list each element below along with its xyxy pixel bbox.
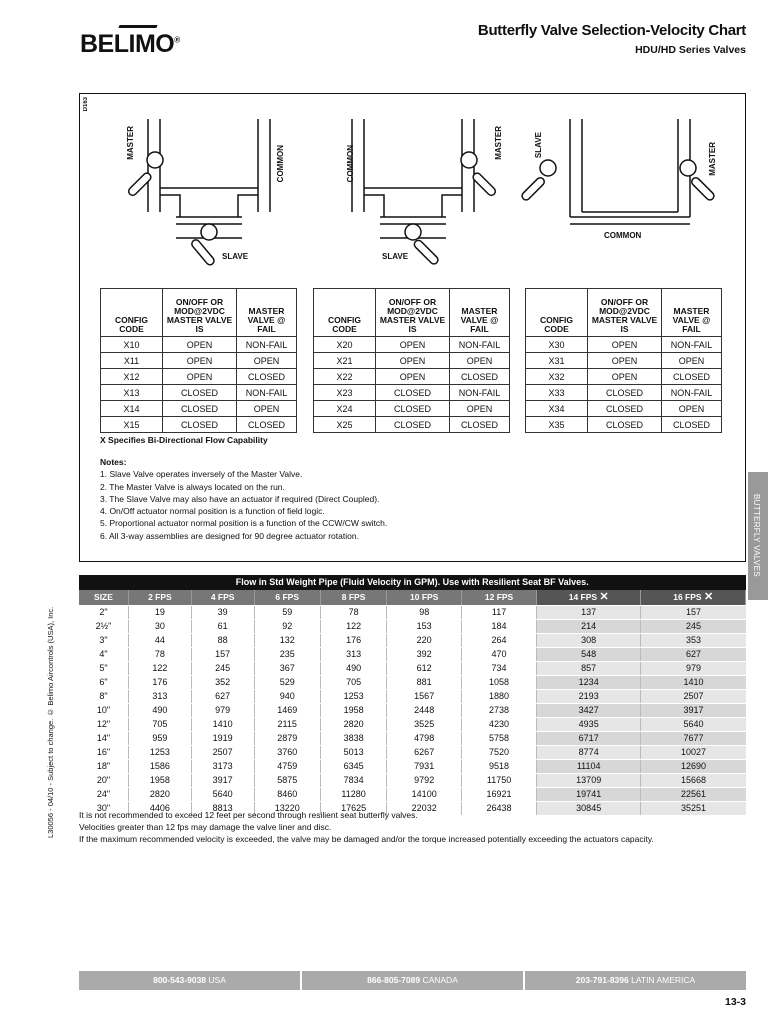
flow-cell: 6345	[320, 759, 386, 773]
flow-cell: 10027	[641, 745, 746, 759]
flow-cell: 5875	[254, 773, 320, 787]
flow-cell: 98	[387, 605, 462, 619]
label-slave-1: SLAVE	[222, 252, 249, 261]
table-row: X15 CLOSED CLOSED	[101, 417, 297, 433]
col-master-valve-fail: MASTER VALVE @ FAIL	[237, 289, 297, 337]
note-item: 5. Proportional actuator normal position is a function of the CCW/CW switch.	[100, 518, 388, 529]
table-row: X13 CLOSED NON-FAIL	[101, 385, 297, 401]
flow-cell: 1410	[191, 717, 254, 731]
flow-cell: 214	[536, 619, 640, 633]
flow-cell: 153	[387, 619, 462, 633]
flow-cell: 176	[128, 675, 191, 689]
footnote: If the maximum recommended velocity is exceeded, the valve may be damaged and/or the torque increased potentially exceeding the actuators capacity.	[79, 834, 654, 844]
flow-cell: 30845	[536, 801, 640, 815]
flow-cell: 245	[641, 619, 746, 633]
flow-cell: 132	[254, 633, 320, 647]
flow-cell: 11750	[462, 773, 537, 787]
flow-cell: 3525	[387, 717, 462, 731]
table-row: X23 CLOSED NON-FAIL	[314, 385, 510, 401]
flow-cell: 705	[320, 675, 386, 689]
pipe-size-cell: 3"	[79, 633, 128, 647]
flow-cell: 15668	[641, 773, 746, 787]
flow-cell: 1469	[254, 703, 320, 717]
warning-x-icon: ✕	[703, 590, 714, 603]
flow-cell: 6717	[536, 731, 640, 745]
pipe-size-cell: 14"	[79, 731, 128, 745]
table-row: X35 CLOSED CLOSED	[526, 417, 722, 433]
label-common-3: COMMON	[604, 231, 642, 240]
flow-cell: 3917	[641, 703, 746, 717]
table-row	[79, 689, 746, 703]
flow-cell: 88	[191, 633, 254, 647]
flow-cell: 881	[387, 675, 462, 689]
flow-cell: 176	[320, 633, 386, 647]
flow-cell: 7834	[320, 773, 386, 787]
flow-cell: 30	[128, 619, 191, 633]
footnote: It is not recommended to exceed 12 feet per second through resilient seat butterfly valves.	[79, 810, 418, 820]
pipe-size-cell: 2"	[79, 605, 128, 619]
config-table-1	[100, 288, 297, 433]
flow-cell: 353	[641, 633, 746, 647]
label-slave-2: SLAVE	[382, 252, 409, 261]
note-item: 3. The Slave Valve may also have an actuator if required (Direct Coupled).	[100, 493, 380, 504]
flow-cell: 1253	[320, 689, 386, 703]
flow-cell: 4759	[254, 759, 320, 773]
table-row	[79, 759, 746, 773]
pipe-size-cell: 20"	[79, 773, 128, 787]
col-config-code: CONFIG CODE	[101, 289, 163, 337]
flow-cell: 26438	[462, 801, 537, 815]
belimo-logo: BELIMO®	[80, 30, 180, 58]
flow-cell: 19741	[536, 787, 640, 801]
flow-table-title: Flow in Std Weight Pipe (Fluid Velocity in GPM). Use with Resilient Seat BF Valves.	[79, 575, 746, 590]
flow-cell: 22561	[641, 787, 746, 801]
table-row	[79, 675, 746, 689]
flow-cell: 122	[128, 661, 191, 675]
flow-cell: 59	[254, 605, 320, 619]
flow-cell: 78	[320, 605, 386, 619]
col-master-valve-is: ON/OFF OR MOD@2VDC MASTER VALVE IS	[376, 289, 450, 337]
flow-cell: 3173	[191, 759, 254, 773]
col-config-code: CONFIG CODE	[314, 289, 376, 337]
flow-cell: 8460	[254, 787, 320, 801]
flow-cell: 13709	[536, 773, 640, 787]
flow-cell: 184	[462, 619, 537, 633]
flow-cell: 78	[128, 647, 191, 661]
pipe-size-cell: 18"	[79, 759, 128, 773]
label-master-1: MASTER	[126, 126, 135, 160]
section-tab-label: BUTTERFLY VALVES	[752, 494, 761, 577]
col-12fps: 12 FPS	[462, 590, 537, 605]
flow-cell: 490	[320, 661, 386, 675]
config-table-3	[525, 288, 722, 433]
flow-cell: 3760	[254, 745, 320, 759]
flow-cell: 959	[128, 731, 191, 745]
table-row	[79, 773, 746, 787]
flow-cell: 4230	[462, 717, 537, 731]
warning-x-icon: ✕	[599, 590, 609, 603]
flow-cell: 548	[536, 647, 640, 661]
note-item: 6. All 3-way assemblies are designed for 90 degree actuator rotation.	[100, 530, 359, 541]
table-row	[79, 745, 746, 759]
pipe-size-cell: 30"	[79, 801, 128, 815]
table-row: X22 OPEN CLOSED	[314, 369, 510, 385]
flow-cell: 7931	[387, 759, 462, 773]
flow-cell: 44	[128, 633, 191, 647]
flow-cell: 2507	[191, 745, 254, 759]
pipe-size-cell: 16"	[79, 745, 128, 759]
flow-cell: 12690	[641, 759, 746, 773]
table-row: X30 OPEN NON-FAIL	[526, 337, 722, 353]
flow-cell: 5640	[191, 787, 254, 801]
flow-cell: 157	[641, 605, 746, 619]
flow-cell: 1567	[387, 689, 462, 703]
contact-canada[interactable]: 866-805-7089 CANADA	[302, 971, 523, 990]
notes-heading: Notes:	[100, 457, 127, 467]
col-master-valve-fail: MASTER VALVE @ FAIL	[662, 289, 722, 337]
flow-cell: 313	[128, 689, 191, 703]
flow-cell: 1880	[462, 689, 537, 703]
flow-cell: 1919	[191, 731, 254, 745]
col-2fps: 2 FPS	[128, 590, 191, 605]
note-item: 1. Slave Valve operates inversely of the Master Valve.	[100, 469, 303, 480]
contact-usa[interactable]: 800-543-9038 USA	[79, 971, 300, 990]
contact-latin-america[interactable]: 203-791-8396 LATIN AMERICA	[525, 971, 746, 990]
flow-cell: 490	[128, 703, 191, 717]
pipe-size-cell: 12"	[79, 717, 128, 731]
flow-cell: 5758	[462, 731, 537, 745]
col-master-valve-is: ON/OFF OR MOD@2VDC MASTER VALVE IS	[163, 289, 237, 337]
table-row: X25 CLOSED CLOSED	[314, 417, 510, 433]
page-title: Butterfly Valve Selection-Velocity Chart	[477, 22, 746, 39]
flow-cell: 308	[536, 633, 640, 647]
flow-cell: 1410	[641, 675, 746, 689]
table-row	[79, 619, 746, 633]
flow-cell: 4406	[128, 801, 191, 815]
col-size: SIZE	[79, 590, 128, 605]
x-spec-note: X Specifies Bi-Directional Flow Capability	[100, 435, 268, 445]
flow-cell: 2820	[128, 787, 191, 801]
flow-cell: 11280	[320, 787, 386, 801]
flow-cell: 157	[191, 647, 254, 661]
flow-cell: 979	[191, 703, 254, 717]
flow-table	[79, 575, 746, 816]
pipe-size-cell: 24"	[79, 787, 128, 801]
flow-table-body	[79, 605, 746, 815]
flow-cell: 470	[462, 647, 537, 661]
col-master-valve-is: ON/OFF OR MOD@2VDC MASTER VALVE IS	[588, 289, 662, 337]
pipe-size-cell: 2½"	[79, 619, 128, 633]
flow-cell: 35251	[641, 801, 746, 815]
pipe-size-cell: 8"	[79, 689, 128, 703]
section-tab[interactable]	[748, 472, 768, 600]
pipe-size-cell: 10"	[79, 703, 128, 717]
table-row	[79, 661, 746, 675]
flow-cell: 22032	[387, 801, 462, 815]
flow-cell: 4798	[387, 731, 462, 745]
table-row	[79, 633, 746, 647]
table-row	[79, 647, 746, 661]
flow-cell: 14100	[387, 787, 462, 801]
flow-cell: 3838	[320, 731, 386, 745]
flow-cell: 264	[462, 633, 537, 647]
legal-line: L30056 - 04/10 - Subject to change. © Belimo Aircontrols (USA), Inc.	[46, 606, 55, 838]
flow-cell: 7520	[462, 745, 537, 759]
label-master-2: MASTER	[494, 126, 503, 160]
table-row: X14 CLOSED OPEN	[101, 401, 297, 417]
flow-cell: 8774	[536, 745, 640, 759]
col-config-code: CONFIG CODE	[526, 289, 588, 337]
note-item: 4. On/Off actuator normal position is a function of field logic.	[100, 506, 325, 517]
table-row: X24 CLOSED OPEN	[314, 401, 510, 417]
table-row	[79, 703, 746, 717]
pipe-size-cell: 5"	[79, 661, 128, 675]
flow-cell: 4935	[536, 717, 640, 731]
flow-cell: 529	[254, 675, 320, 689]
flow-cell: 392	[387, 647, 462, 661]
table-row: X33 CLOSED NON-FAIL	[526, 385, 722, 401]
panel-code: D163	[83, 97, 89, 112]
flow-cell: 1058	[462, 675, 537, 689]
col-8fps: 8 FPS	[320, 590, 386, 605]
flow-cell: 8813	[191, 801, 254, 815]
flow-cell: 7677	[641, 731, 746, 745]
flow-cell: 2507	[641, 689, 746, 703]
note-item: 2. The Master Valve is always located on the run.	[100, 481, 285, 492]
flow-cell: 1958	[320, 703, 386, 717]
pipe-size-cell: 4"	[79, 647, 128, 661]
col-16fps: 16 FPS ✕	[641, 590, 746, 605]
flow-cell: 9792	[387, 773, 462, 787]
flow-cell: 352	[191, 675, 254, 689]
table-row	[79, 605, 746, 619]
flow-cell: 1234	[536, 675, 640, 689]
page-number: 13-3	[724, 996, 746, 1008]
flow-cell: 627	[191, 689, 254, 703]
label-common-1: COMMON	[276, 145, 285, 183]
flow-cell: 2820	[320, 717, 386, 731]
flow-cell: 16921	[462, 787, 537, 801]
flow-cell: 2879	[254, 731, 320, 745]
flow-cell: 627	[641, 647, 746, 661]
flow-cell: 705	[128, 717, 191, 731]
flow-cell: 137	[536, 605, 640, 619]
table-row: X10 OPEN NON-FAIL	[101, 337, 297, 353]
flow-cell: 5640	[641, 717, 746, 731]
contact-footer	[79, 971, 746, 990]
flow-cell: 612	[387, 661, 462, 675]
label-common-2: COMMON	[346, 145, 355, 183]
table-row: X21 OPEN OPEN	[314, 353, 510, 369]
flow-cell: 122	[320, 619, 386, 633]
table-row	[79, 787, 746, 801]
col-master-valve-fail: MASTER VALVE @ FAIL	[450, 289, 510, 337]
flow-cell: 6267	[387, 745, 462, 759]
flow-cell: 13220	[254, 801, 320, 815]
flow-cell: 3917	[191, 773, 254, 787]
flow-cell: 11104	[536, 759, 640, 773]
label-master-3: MASTER	[708, 142, 717, 176]
flow-cell: 61	[191, 619, 254, 633]
notes-section	[100, 456, 387, 542]
col-6fps: 6 FPS	[254, 590, 320, 605]
flow-cell: 117	[462, 605, 537, 619]
flow-cell: 1586	[128, 759, 191, 773]
flow-cell: 39	[191, 605, 254, 619]
flow-cell: 92	[254, 619, 320, 633]
col-10fps: 10 FPS	[387, 590, 462, 605]
table-row: X11 OPEN OPEN	[101, 353, 297, 369]
flow-cell: 235	[254, 647, 320, 661]
config-table-2	[313, 288, 510, 433]
flow-cell: 17625	[320, 801, 386, 815]
col-14fps: 14 FPS ✕	[536, 590, 640, 605]
flow-cell: 245	[191, 661, 254, 675]
flow-cell: 979	[641, 661, 746, 675]
table-row: X31 OPEN OPEN	[526, 353, 722, 369]
flow-cell: 857	[536, 661, 640, 675]
table-row: X32 OPEN CLOSED	[526, 369, 722, 385]
flow-cell: 2448	[387, 703, 462, 717]
flow-footnotes	[79, 809, 654, 845]
table-row: X20 OPEN NON-FAIL	[314, 337, 510, 353]
footnote: Velocities greater than 12 fps may damage the valve liner and disc.	[79, 822, 332, 832]
flow-cell: 313	[320, 647, 386, 661]
col-4fps: 4 FPS	[191, 590, 254, 605]
table-row	[79, 717, 746, 731]
table-row: X34 CLOSED OPEN	[526, 401, 722, 417]
page-subtitle: HDU/HD Series Valves	[635, 44, 746, 56]
table-row	[79, 731, 746, 745]
flow-cell: 2193	[536, 689, 640, 703]
flow-cell: 367	[254, 661, 320, 675]
flow-cell: 3427	[536, 703, 640, 717]
flow-cell: 1958	[128, 773, 191, 787]
label-slave-3: SLAVE	[534, 132, 543, 159]
flow-cell: 940	[254, 689, 320, 703]
flow-cell: 2738	[462, 703, 537, 717]
flow-cell: 220	[387, 633, 462, 647]
table-row: X12 OPEN CLOSED	[101, 369, 297, 385]
flow-cell: 1253	[128, 745, 191, 759]
flow-cell: 9518	[462, 759, 537, 773]
flow-cell: 734	[462, 661, 537, 675]
flow-cell: 5013	[320, 745, 386, 759]
flow-cell: 2115	[254, 717, 320, 731]
pipe-size-cell: 6"	[79, 675, 128, 689]
flow-cell: 19	[128, 605, 191, 619]
